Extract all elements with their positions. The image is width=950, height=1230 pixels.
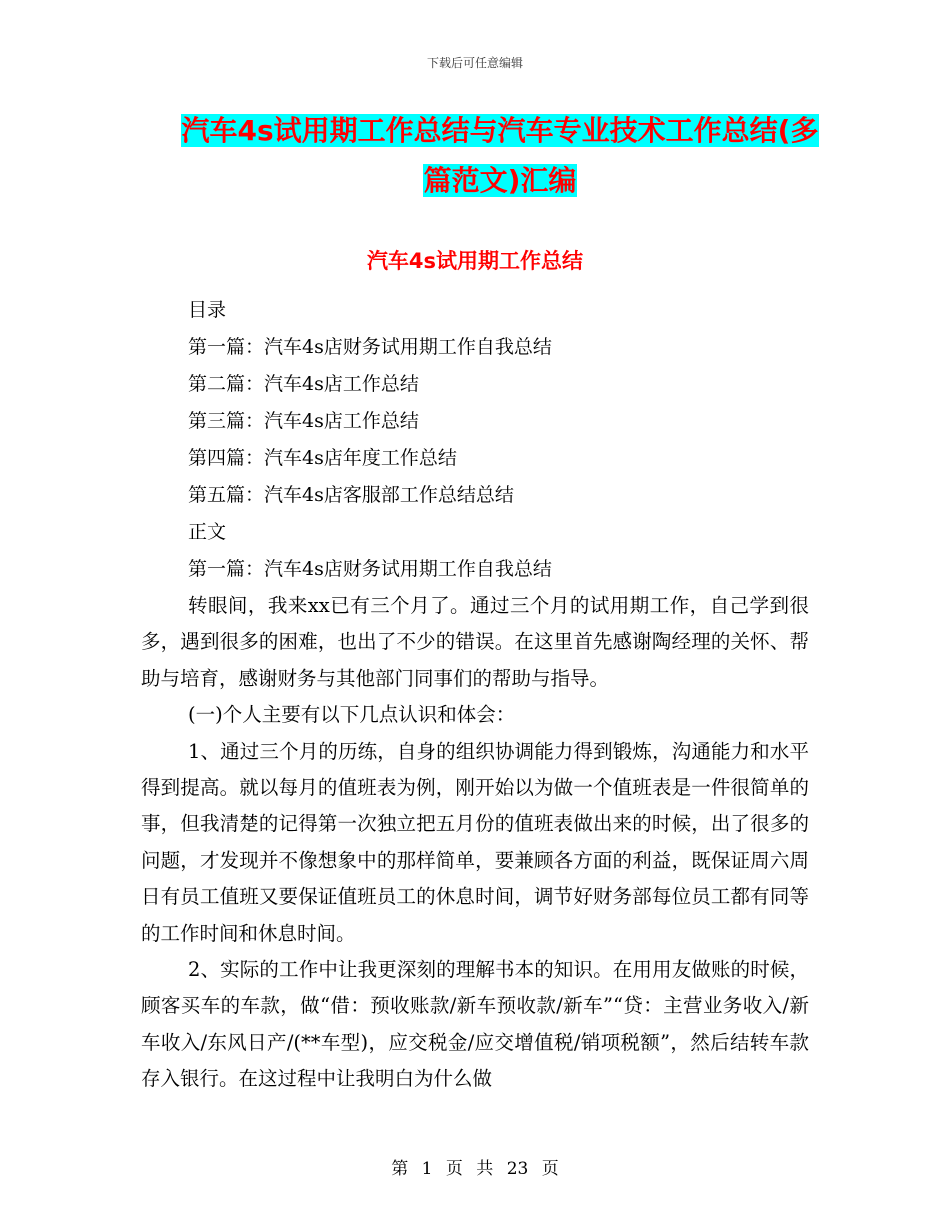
document-title (140, 106, 860, 206)
toc-item: 第四篇：汽车4s店年度工作总结 (188, 447, 457, 469)
paragraph: (一)个人主要有以下几点认识和体会： (188, 703, 516, 727)
body-text (141, 588, 809, 1098)
toc-item: 第二篇：汽车4s店工作总结 (188, 373, 419, 395)
toc-item: 第一篇：汽车4s店财务试用期工作自我总结 (188, 336, 552, 358)
toc-heading: 目录 (188, 299, 227, 321)
chapter-heading: 第一篇：汽车4s店财务试用期工作自我总结 (188, 558, 552, 580)
section-title: 汽车4s试用期工作总结 (366, 249, 584, 273)
paragraph: 转眼间，我来xx已有三个月了。通过三个月的试用期工作，自己学到很多，遇到很多的困难，也出了不少的错误。在这里首先感谢陶经理的关怀、帮助与培育，感谢财务与其他部门同事们的帮助与指导。 (141, 594, 809, 690)
table-of-contents (188, 292, 848, 588)
paragraph: 2、实际的工作中让我更深刻的理解书本的知识。在用用友做账的时候，顾客买车的车款，做“借：预收账款/新车预收款/新车”“贷：主营业务收入/新车收入/东风日产/(**车型)，应交税金/应交增值税/销项税额”，然后结转车款存入银行。在这过程中让我明白为什么做 (141, 958, 809, 1091)
page-header-note: 下载后可任意编辑 (426, 56, 523, 70)
toc-item: 第三篇：汽车4s店工作总结 (188, 410, 419, 432)
paragraph: 1、通过三个月的历练，自身的组织协调能力得到锻炼，沟通能力和水平得到提高。就以每月的值班表为例，刚开始以为做一个值班表是一件很简单的事，但我清楚的记得第一次独立把五月份的值班表做出来的时候，出了很多的问题，才发现并不像想象中的那样简单，要兼顾各方面的利益，既保证周六周日有员工值班又要保证值班员工的休息时间，调节好财务部每位员工都有同等的工作时间和休息时间。 (141, 739, 809, 945)
page-footer: 第 1 页 共 23 页 (391, 1159, 559, 1179)
body-label: 正文 (188, 521, 227, 543)
toc-item: 第五篇：汽车4s店客服部工作总结总结 (188, 484, 514, 506)
document-title-line-1: 汽车4s试用期工作总结与汽车专业技术工作总结(多 (181, 114, 819, 147)
document-title-line-2: 篇范文)汇编 (423, 164, 577, 197)
